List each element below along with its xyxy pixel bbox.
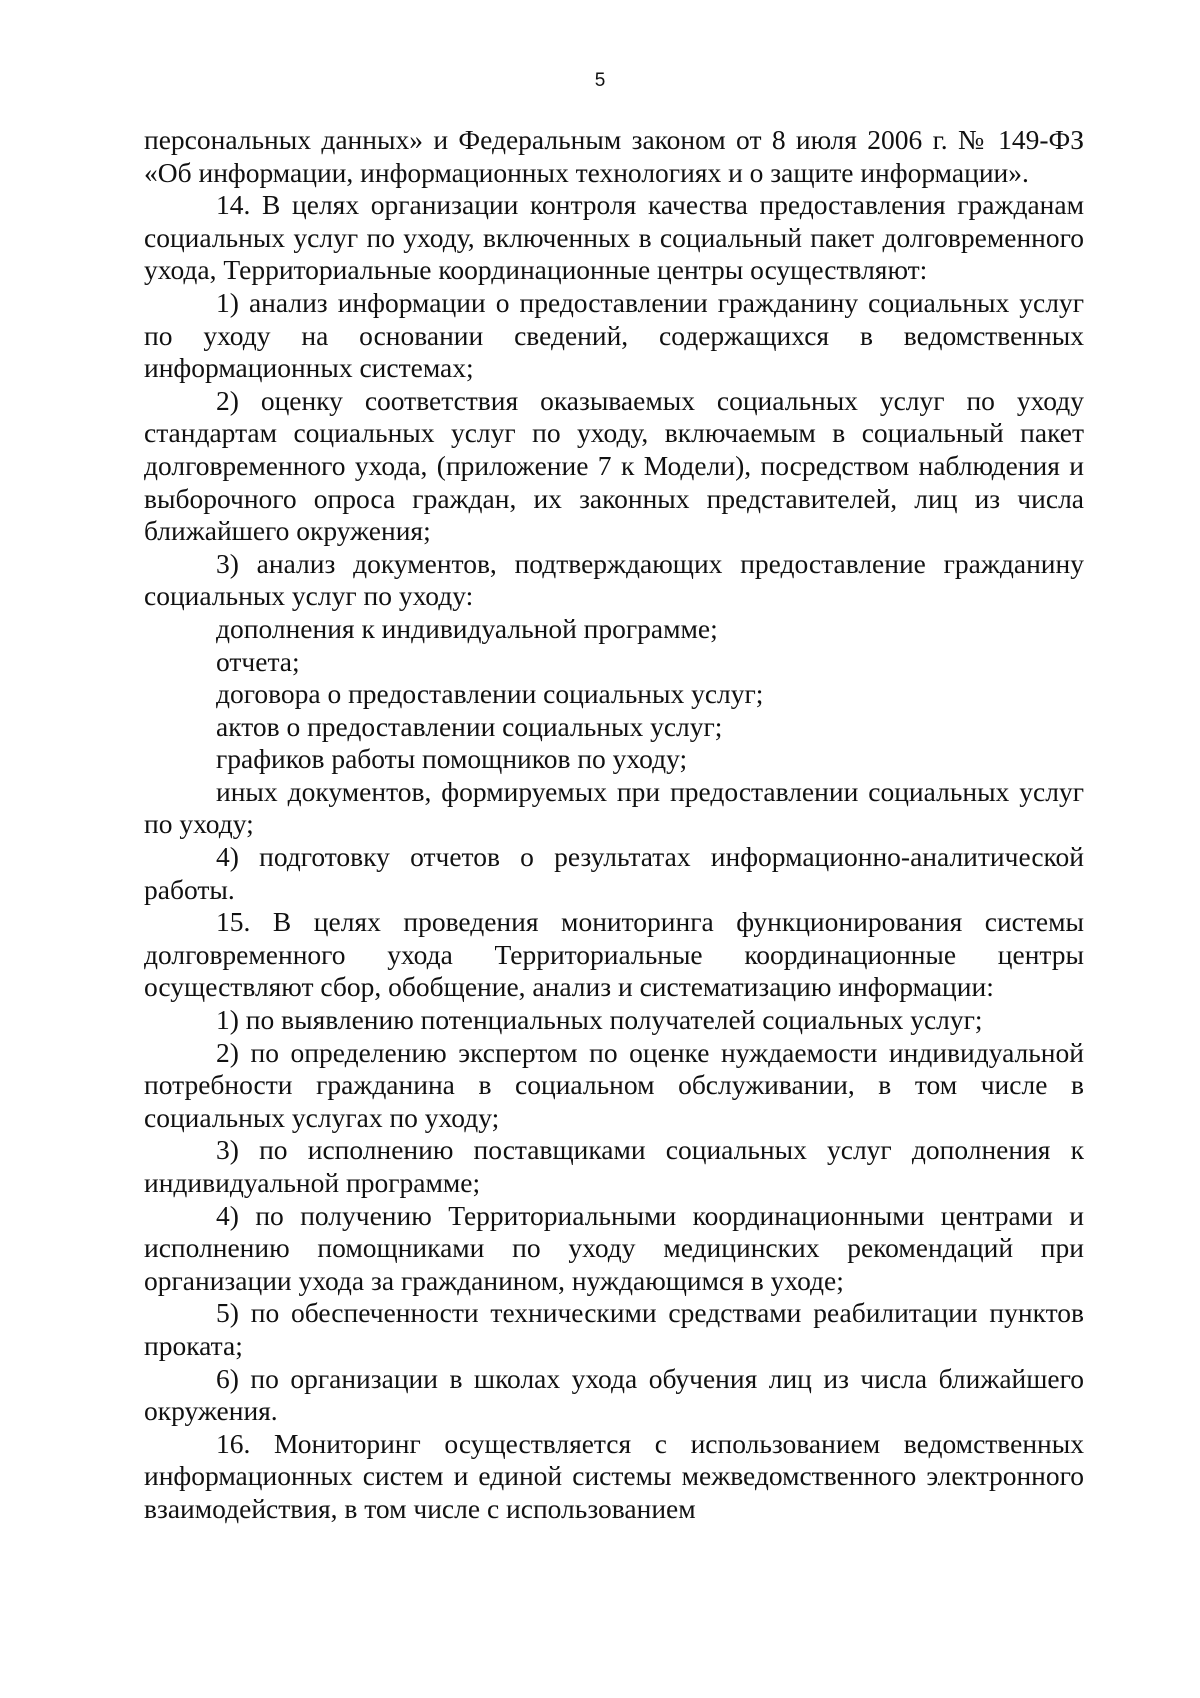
paragraph-15-subitem-3: 3) по исполнению поставщиками социальных услуг дополнения к индивидуальной программе; xyxy=(144,1134,1084,1198)
paragraph-14-subitem-1: 1) анализ информации о предоставлении гражданину социальных услуг по уходу на основании сведений, содержащихся в ведомственных информационных системах; xyxy=(144,286,1084,384)
document-list-item: иных документов, формируемых при предоставлении социальных услуг по уходу; xyxy=(144,775,1084,840)
paragraph-continuation: персональных данных» и Федеральным законом от 8 июля 2006 г. № 149-ФЗ «Об информации, информационных технологиях и о защите информации». xyxy=(144,124,1084,188)
document-list-item: договора о предоставлении социальных услуг; xyxy=(216,678,764,710)
paragraph-15-subitem-6: 6) по организации в школах ухода обучения лиц из числа ближайшего окружения. xyxy=(144,1362,1084,1427)
paragraph-15-subitem-2: 2) по определению экспертом по оценке нуждаемости индивидуальной потребности гражданина в социальном обслуживании, в том числе в социальных услугах по уходу; xyxy=(144,1036,1084,1133)
paragraph-14-subitem-2: 2) оценку соответствия оказываемых социальных услуг по уходу стандартам социальных услуг по уходу, включаемым в социальный пакет долговременного ухода, (приложение 7 к Модели), посредством наблюдения и выборочного опроса граждан, их законных представителей, лиц из числа ближайшего окружения; xyxy=(144,384,1084,547)
document-list-item: актов о предоставлении социальных услуг; xyxy=(216,710,723,742)
paragraph-15-subitem-1: 1) по выявлению потенциальных получателей социальных услуг; xyxy=(216,1004,983,1036)
paragraph-item-15: 15. В целях проведения мониторинга функционирования системы долговременного ухода Территориальные координационные центры осуществляют сбор, обобщение, анализ и систематизацию информации: xyxy=(144,906,1084,1003)
page-number: 5 xyxy=(594,70,606,91)
paragraph-14-subitem-3: 3) анализ документов, подтверждающих предоставление гражданину социальных услуг по уходу: xyxy=(144,547,1084,612)
document-body xyxy=(144,124,1084,1526)
paragraph-15-subitem-5: 5) по обеспеченности техническими средствами реабилитации пунктов проката; xyxy=(144,1297,1084,1361)
document-list-item: дополнения к индивидуальной программе; xyxy=(216,612,718,644)
paragraph-item-14: 14. В целях организации контроля качества предоставления гражданам социальных услуг по уходу, включенных в социальный пакет долговременного ухода, Территориальные координационные центры осуществляют: xyxy=(144,189,1084,286)
paragraph-14-subitem-4: 4) подготовку отчетов о результатах информационно-аналитической работы. xyxy=(144,841,1084,905)
document-list-item: отчета; xyxy=(216,645,300,677)
paragraph-15-subitem-4: 4) по получению Территориальными координационными центрами и исполнению помощниками по уходу медицинских рекомендаций при организации ухода за гражданином, нуждающимся в уходе; xyxy=(144,1199,1084,1296)
paragraph-item-16: 16. Мониторинг осуществляется с использованием ведомственных информационных систем и единой системы межведомственного электронного взаимодействия, в том числе с использованием xyxy=(144,1427,1084,1524)
document-list-item: графиков работы помощников по уходу; xyxy=(216,743,688,775)
